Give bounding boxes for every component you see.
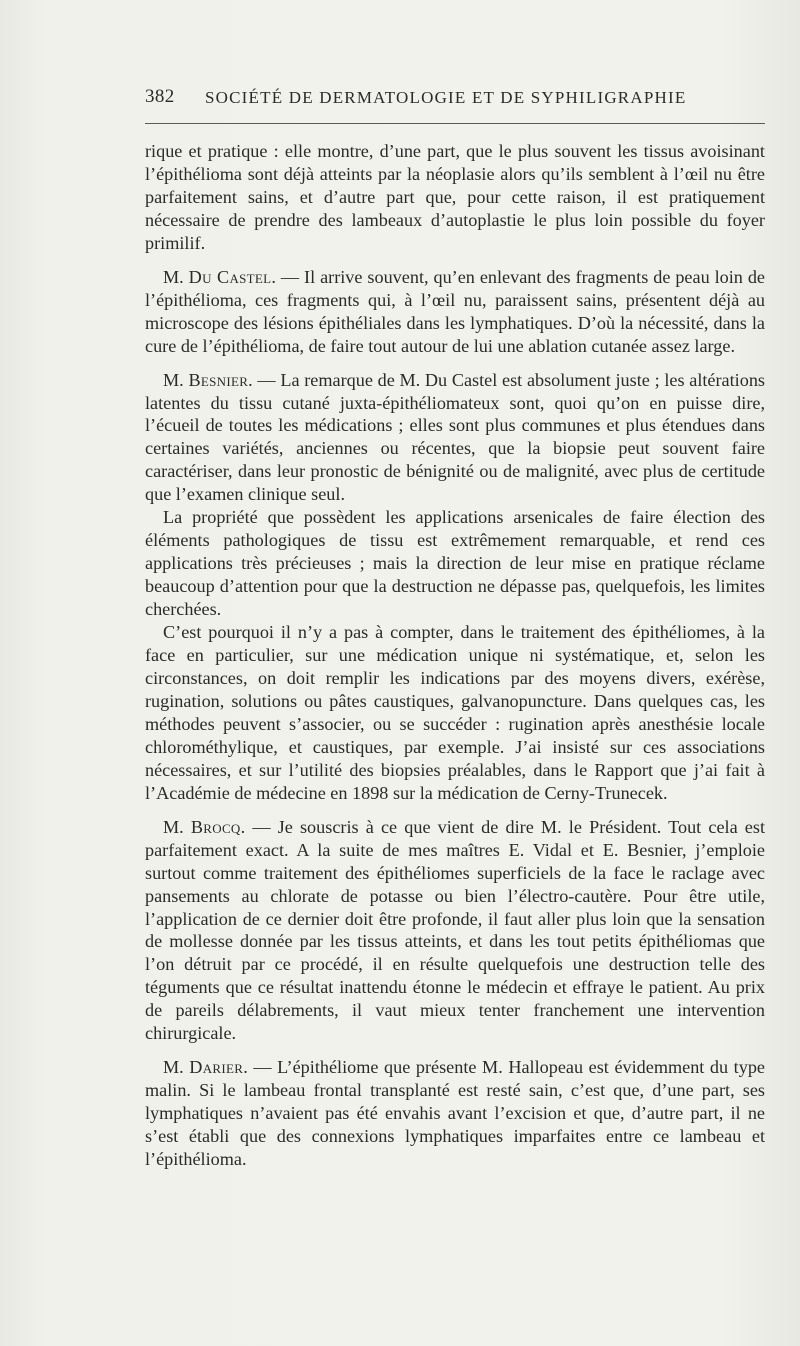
paragraph-continued (145, 140, 765, 255)
paragraph-brocq (145, 816, 765, 1046)
speaker-name: Du Castel (188, 266, 272, 287)
paragraph-darier (145, 1056, 765, 1171)
speaker-prefix: M. (163, 816, 191, 837)
speaker-prefix: M. (163, 369, 189, 390)
page-number: 382 (145, 86, 175, 107)
paragraph-treatment (145, 621, 765, 805)
paragraph-text: . — L’épithéliome que présente M. Hallopeau est évidemment du type malin. Si le lambeau frontal transplanté est resté sain, c’est que, d’une part, ses lymphatiques n’avaient pas été envahis avant l’excision et que, d’autre part, il ne s’est établi que des connexions lymphatiques imparfaites entre ce lambeau et l’épithélioma. (145, 1057, 765, 1170)
paragraph-text: . — La remarque de M. Du Castel est absolument juste ; les altérations latentes du tissu cutané juxta-épithéliomateux sont, quoi qu’on en puisse dire, l’écueil de toutes les médications ; elles sont plus communes et plus étendues dans certaines variétés, anciennes ou récentes, que la biopsie peut souvent faire caractériser, dans leur pronostic de bénignité ou de malignité, avec plus de certitude que l’examen clinique seul. (145, 369, 765, 505)
paragraph-arsenical (145, 506, 765, 621)
paragraph-text: . — Je souscris à ce que vient de dire M. le Président. Tout cela est parfaitement exact. A la suite de mes maîtres E. Vidal et E. Besnier, j’emploie surtout comme traitement des épithéliomes superficiels de la face le raclage avec pansements au chlorate de potasse ou bien l’électro-cautère. Pour être utile, l’application de ce dernier doit être profonde, il faut aller plus loin que la sensation de mollesse donnée par les tissus atteints, et dans les tout petits épithéliomas que l’on détruit par ce procédé, il en résulte quelquefois une destruction telle des téguments que ce résultat inattendu étonne le médecin et effraye le patient. Au prix de pareils délabrements, il vaut mieux tenter franchement une intervention chirurgicale. (145, 816, 766, 1044)
header-rule (145, 123, 765, 124)
paragraph-text: C’est pourquoi il n’y a pas à compter, dans le traitement des épithéliomes, à la face en particulier, sur une médication unique ni systématique, et, selon les circonstances, on doit remplir les indications par des moyens divers, exérèse, rugination, solutions ou pâtes caustiques, galvanopuncture. Dans quelques cas, les méthodes peuvent s’associer, ou se succéder : rugination après anesthésie locale chlorométhylique, et caustiques, par exemple. J’ai insisté sur ces associations nécessaires, et sur l’utilité des biopsies préalables, dans le Rapport que j’ai fait à l’Académie de médecine en 1898 sur la médication de Cerny-Trunecek. (145, 622, 765, 803)
running-header (145, 86, 765, 112)
article-body (145, 140, 765, 1171)
paragraph-du-castel (145, 266, 765, 358)
speaker-name: Besnier (188, 369, 249, 390)
speaker-prefix: M. (163, 266, 189, 287)
running-title: SOCIÉTÉ DE DERMATOLOGIE ET DE SYPHILIGRAPHIE (205, 88, 687, 107)
paragraph-text: . — Il arrive souvent, qu’en enlevant des fragments de peau loin de l’épithélioma, ces fragments qui, à l’œil nu, paraissent sains, présentent déjà au microscope des lésions épithéliales dans les lymphatiques. D’où la nécessité, dans la cure de l’épithélioma, de faire tout autour de lui une ablation cutanée assez large. (145, 266, 765, 356)
paragraph-text: rique et pratique : elle montre, d’une part, que le plus souvent les tissus avoisinant l’épithélioma sont déjà atteints par la néoplasie alors qu’ils semblent à l’œil nu être parfaitement sains, et d’autre part que, pour cette raison, il est pratiquement nécessaire de prendre des lambeaux d’autoplastie le plus loin possible du foyer primilif. (145, 141, 765, 253)
speaker-prefix: M. (163, 1057, 190, 1078)
paragraph-besnier (145, 369, 765, 507)
speaker-name: Darier (189, 1057, 244, 1078)
speaker-name: Brocq (190, 816, 241, 837)
paragraph-text: La propriété que possèdent les applications arsenicales de faire élection des éléments pathologiques de tissu est extrêmement remarquable, et rend ces applications très précieuses ; mais la direction de leur mise en pratique réclame beaucoup d’attention pour que la destruction ne dépasse pas, quelquefois, les limites cherchées. (145, 507, 765, 620)
